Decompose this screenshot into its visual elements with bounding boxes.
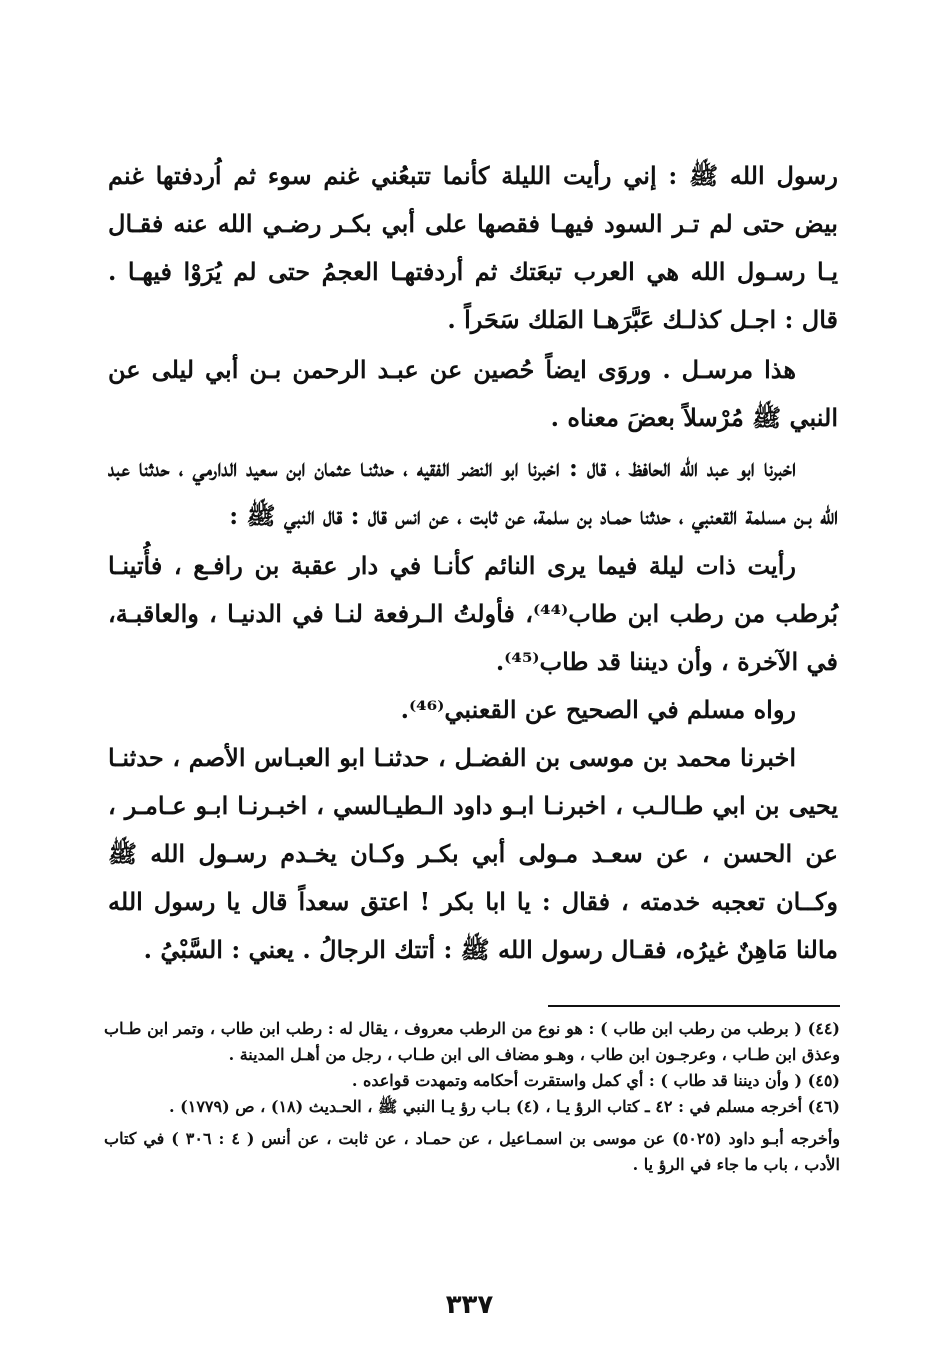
paragraph-2: هذا مرسـل . وروَى ايضاً حُصين عن عبـد الرحمن بـن أبي ليلى عن النبي ﷺ مُرْسلاً بعضَ معناه . [108, 355, 838, 432]
paragraph-5: رواه مسلم في الصحيح عن القعنبي⁽⁴⁶⁾. [400, 695, 796, 724]
main-text [108, 152, 838, 974]
footnote-44: (٤٤) ( برطب من رطب ابن طاب ) : هو نوع من الرطب معروف ، يقال له : رطب ابن طاب ، وتمر ابن طـاب وعذق ابن طـاب ، وعرجـون ابن طاب ، وهـو مضاف الى ابن طـاب ، رجل من أهـل المدينة . [104, 1019, 840, 1064]
footnote-divider [548, 1005, 840, 1007]
paragraph-1: رسول الله ﷺ : إني رأيت الليلة كأنما تتبعُني غنم سوء ثم اُردفتها غنم بيض حتى لم تـر السود فيهـا فقصها على أبي بكـر رضـي الله عنه فقـال يـا رسـول الله هي العرب تبعَتك ثم أردفتهـا العجمُ حتى لم يُرَوْا فيهـا . قال : اجـل كذلـك عَبَّرَهـا المَلك سَحَراً . [108, 161, 838, 334]
paragraph-3: اخبرنا ابو عبد الله الحافظ ، قال : اخبرنا ابو النضر الفقيه ، حدثنـا عثمان ابن سعيد الدارمي ، حدثنا عبد الله بـن مسلمة القعنبي ، حدثنا حمـاد بن سلمة، عن ثابت ، عن انس قال : قال النبي ﷺ : [108, 453, 838, 530]
footnote-46-continuation: وأخرجه أبـو داود (٥٠٢٥) عن موسى بن اسمـاعيل ، عن حمـاد ، عن ثابت ، عن أنس ( ٤ : ٣٠٦ ) في كتاب الأدب ، باب ما جاء في الرؤ يا . [104, 1129, 840, 1174]
paragraph-4: رأيت ذات ليلة فيما يرى النائم كأنـا في دار عقبة بن رافـع ، فأُتينـا بُرطب من رطب ابن طاب⁽⁴⁴⁾، فأولتُ الـرفعة لنـا في الدنيـا ، والعاقبـة، في الآخرة ، وأن ديننا قد طاب⁽⁴⁵⁾. [108, 551, 839, 676]
footnote-45: (٤٥) ( وأن ديننا قد طاب ) : أي كمل واستقرت أحكامه وتمهدت قواعده . [351, 1071, 840, 1090]
footnote-46: (٤٦) أخرجه مسلم في : ٤٢ ـ كتاب الرؤ يـا ، (٤) بـاب رؤ يـا النبي ﷺ ، الحـديث (١٨) ، ص (١٧٧٩) . [169, 1097, 840, 1116]
paragraph-6: اخبرنا محمد بن موسى بن الفضـل ، حدثنـا ابو العبـاس الأصم ، حدثنـا يحيى بن ابي طـالـب ، اخبرنـا ابـو داود الـطيـالسي ، اخبـرنـا ابـو عـامـر ، عن الحسن ، عن سعـد مـولى أبي بكـر وكـان يخـدم رسـول الله ﷺ وكــان تعجبه خدمته ، فقال : يا ابا بكر ! اعتق سعداً قال يا رسول الله مالنا مَاهِنٌ غيرُه، فقـال رسول الله ﷺ : أتتك الرجالُ . يعني : السَّبْيُ . [108, 743, 838, 964]
page-number: ٣٣٧ [445, 1290, 494, 1320]
footnotes [104, 1016, 840, 1178]
